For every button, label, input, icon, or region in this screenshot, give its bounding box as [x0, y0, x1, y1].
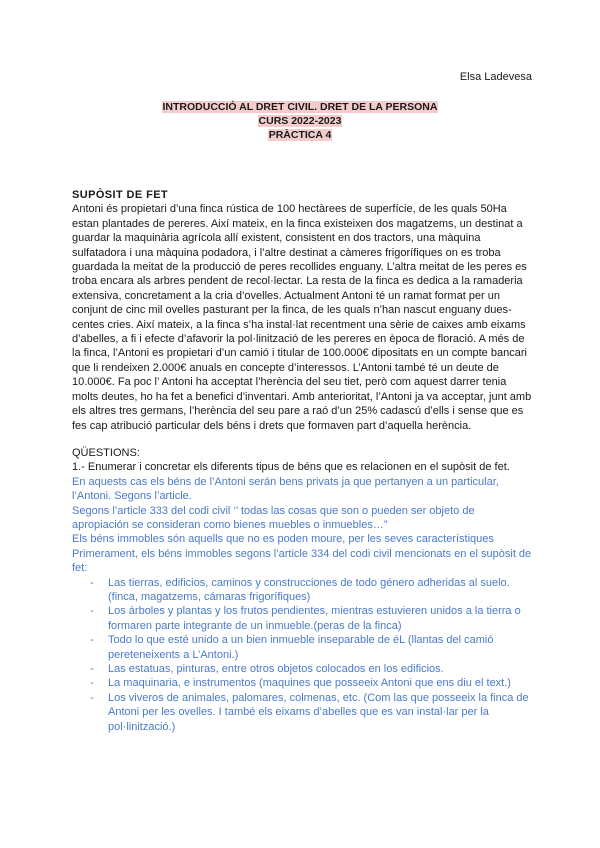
author-name: Elsa Ladevesa [459, 71, 532, 83]
list-item [72, 691, 532, 734]
list-item-text: Los árboles y plantas y los frutos pendientes, mientras estuvieren unidos a la tierra o formaren parte integrante de un inmueble.(peras de la finca) [108, 605, 521, 632]
document-body [72, 188, 532, 734]
question-1: 1.- Enumerar i concretar els diferents tipus de béns que es relacionen en el supòsit de fet. [72, 461, 510, 474]
answer-line: Primerament, els béns immobles segons l’article 334 del codi civil mencionats en el supòsit de fet: [72, 547, 532, 575]
list-item-text: Todo lo que esté unido a un bien inmueble inseparable de éL (llantas del camió pereteneixents a L’Antoni.) [108, 634, 494, 661]
list-dash: - [90, 576, 94, 589]
list-item [72, 633, 532, 662]
practice-label: PRÀCTICA 4 [268, 129, 332, 141]
list-item [72, 676, 532, 690]
list-item [72, 604, 532, 633]
list-item-text: La maquinaria, e instrumentos (maquines que posseeix Antoni que ens diu el text.) [108, 677, 511, 690]
list-dash: - [90, 634, 94, 647]
document-title: INTRODUCCIÓ AL DRET CIVIL. DRET DE LA PERSONA [162, 101, 438, 113]
answer-line: Segons l’article 333 del codi civil ‘’ todas las cosas que son o pueden ser objeto de apropiación se consideran como bienes muebles o inmuebles…” [72, 504, 475, 531]
list-item-text: Las tierras, edificios, caminos y construcciones de todo género adheridas al suelo. (finca, magatzems, cámaras frigorífiques) [108, 576, 510, 603]
list-dash: - [90, 663, 94, 675]
immovable-goods-list [72, 576, 532, 734]
list-item-text: Los viveros de animales, palomares, colmenas, etc. (Com las que posseeix la finca de Antoni per les ovelles. I també els eixams d’abelles que es van instal·lar per la pol·linització.) [108, 691, 529, 733]
questions-title: QÜESTIONS: [72, 446, 140, 459]
course-label: CURS 2022-2023 [258, 115, 342, 127]
answer-line: Els béns immobles són aquells que no es poden moure, per les seves característiques [72, 533, 494, 546]
list-dash: - [90, 691, 94, 704]
list-dash: - [90, 677, 94, 690]
list-item-text: Las estatuas, pinturas, entre otros objetos colocados en los edificios. [108, 663, 444, 675]
list-dash: - [90, 605, 94, 618]
document-header [0, 100, 600, 142]
facts-title: SUPÒSIT DE FET [72, 189, 169, 201]
answer-line: En aquests cas els béns de l’Antoni serán bens privats ja que pertanyen a un particular, l’Antoni. Segons l’article. [72, 475, 499, 503]
facts-paragraph: Antoni és propietari d’una finca rústica de 100 hectàrees de superfície, de les quals 50Ha estan plantades de pereres. Així mateix, en la finca existeixen dos magatzems, un destinat a guardar la maquinària agrícola allí existent, consistent en dos tractors, una màquina sulfatadora i una màquina podadora, i l’altre destinat a càmeres frigorífiques on es troba guardada la meitat de la producció de peres recollides enguany. L’altra meitat de les peres es troba encara als arbres pendent de recol·lectar. La resta de la finca es dedica a la ramaderia extensiva, concretament a la cria d’ovelles. Actualment Antoni té un ramat format per un conjunt de cinc mil ovelles pasturant per la finca, de les quals n’han nascut enguany dues-centes cries. Així mateix, a la finca s’ha instal·lat recentment una sèrie de caixes amb eixams d’abelles, a fi i efecte d’afavorir la pol·linització de les pereres en època de floració. A més de la finca, l’Antoni es propietari d’un camió i titular de 100.000€ dipositats en un compte bancari que li rendeixen 2.000€ anuals en concepte d’interessos. L’Antoni també té un deute de 10.000€. Fa poc l’ Antoni ha acceptat l’herència del seu tiet, però com aquest darrer tenia molts deutes, ho ha fet a benefici d’inventari. Amb anterioritat, l’Antoni ja va acceptar, junt amb els altres tres germans, l’herència del seu pare a raó d’un 25% cadascú d’ells i sense que es fes cap atribució particular dels béns i drets que formaven part d’aquella herència. [72, 203, 532, 432]
list-item [72, 662, 532, 676]
list-item [72, 576, 532, 605]
